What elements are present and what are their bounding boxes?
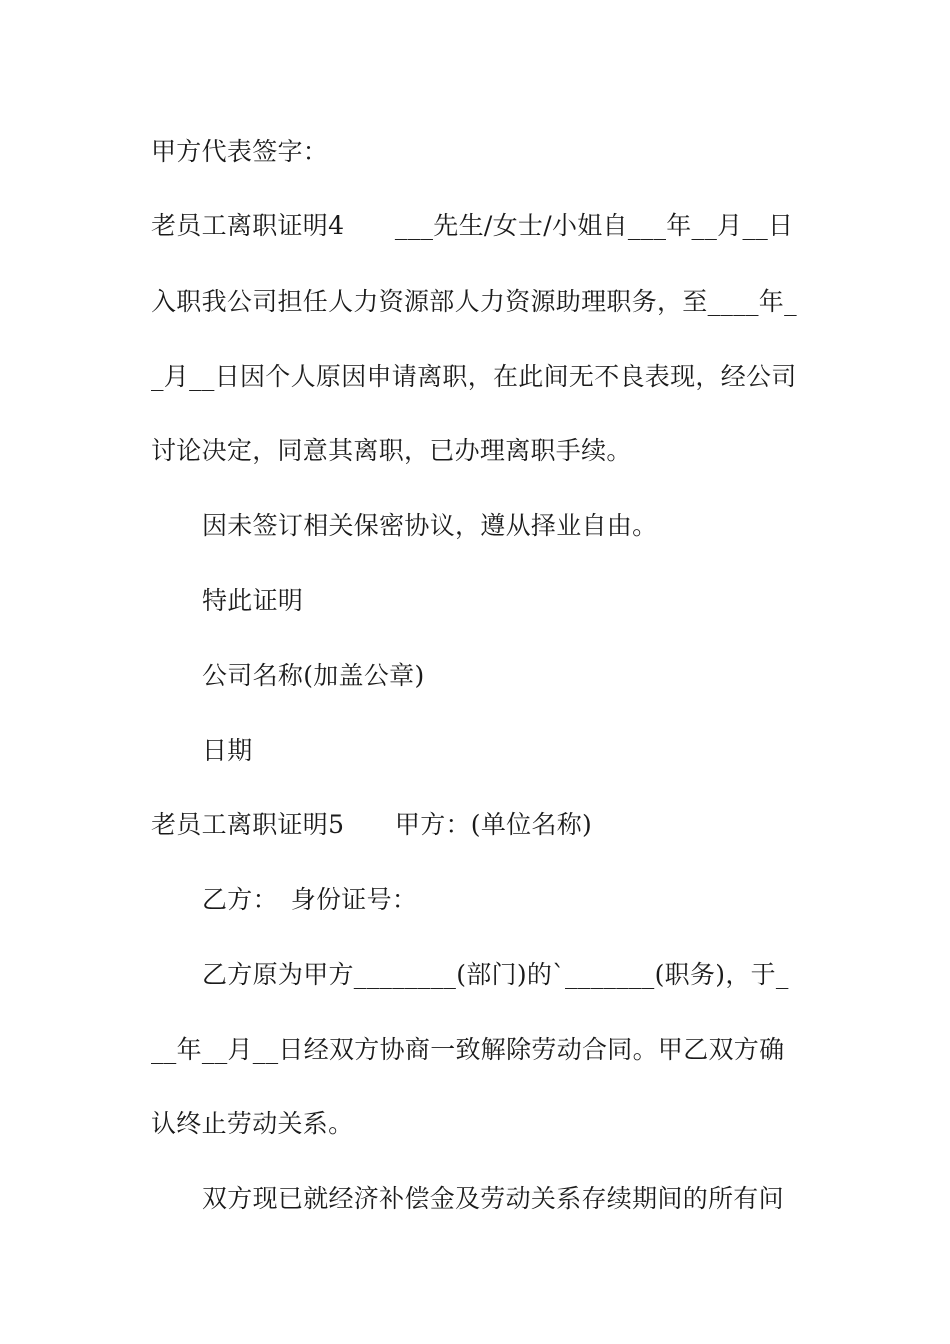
paragraph-line: __年__月__日经双方协商一致解除劳动合同。甲乙双方确: [151, 1035, 785, 1064]
paragraph-line: 入职我公司担任人力资源部人力资源助理职务，至____年_: [151, 287, 797, 316]
certificate-4-heading-line: 老员工离职证明4 ___先生/女士/小姐自___年__月__日: [151, 211, 794, 240]
certificate-5-heading-line: 老员工离职证明5 甲方：(单位名称): [151, 810, 593, 839]
party-b-id-line: 乙方： 身份证号：: [202, 885, 418, 914]
certification-statement: 特此证明: [202, 586, 304, 615]
signature-line: 甲方代表签字：: [151, 137, 329, 166]
paragraph-line: 因未签订相关保密协议，遵从择业自由。: [202, 511, 658, 540]
date-line: 日期: [202, 736, 253, 765]
paragraph-line: 乙方原为甲方________(部门)的`_______(职务)，于_: [202, 960, 789, 989]
paragraph-line: 双方现已就经济补偿金及劳动关系存续期间的所有问: [202, 1184, 784, 1213]
company-name-line: 公司名称(加盖公章): [202, 661, 425, 690]
paragraph-line: _月__日因个人原因申请离职，在此间无不良表现，经公司: [151, 362, 797, 391]
paragraph-line: 讨论决定，同意其离职，已办理离职手续。: [151, 436, 632, 465]
paragraph-line: 认终止劳动关系。: [151, 1109, 354, 1138]
